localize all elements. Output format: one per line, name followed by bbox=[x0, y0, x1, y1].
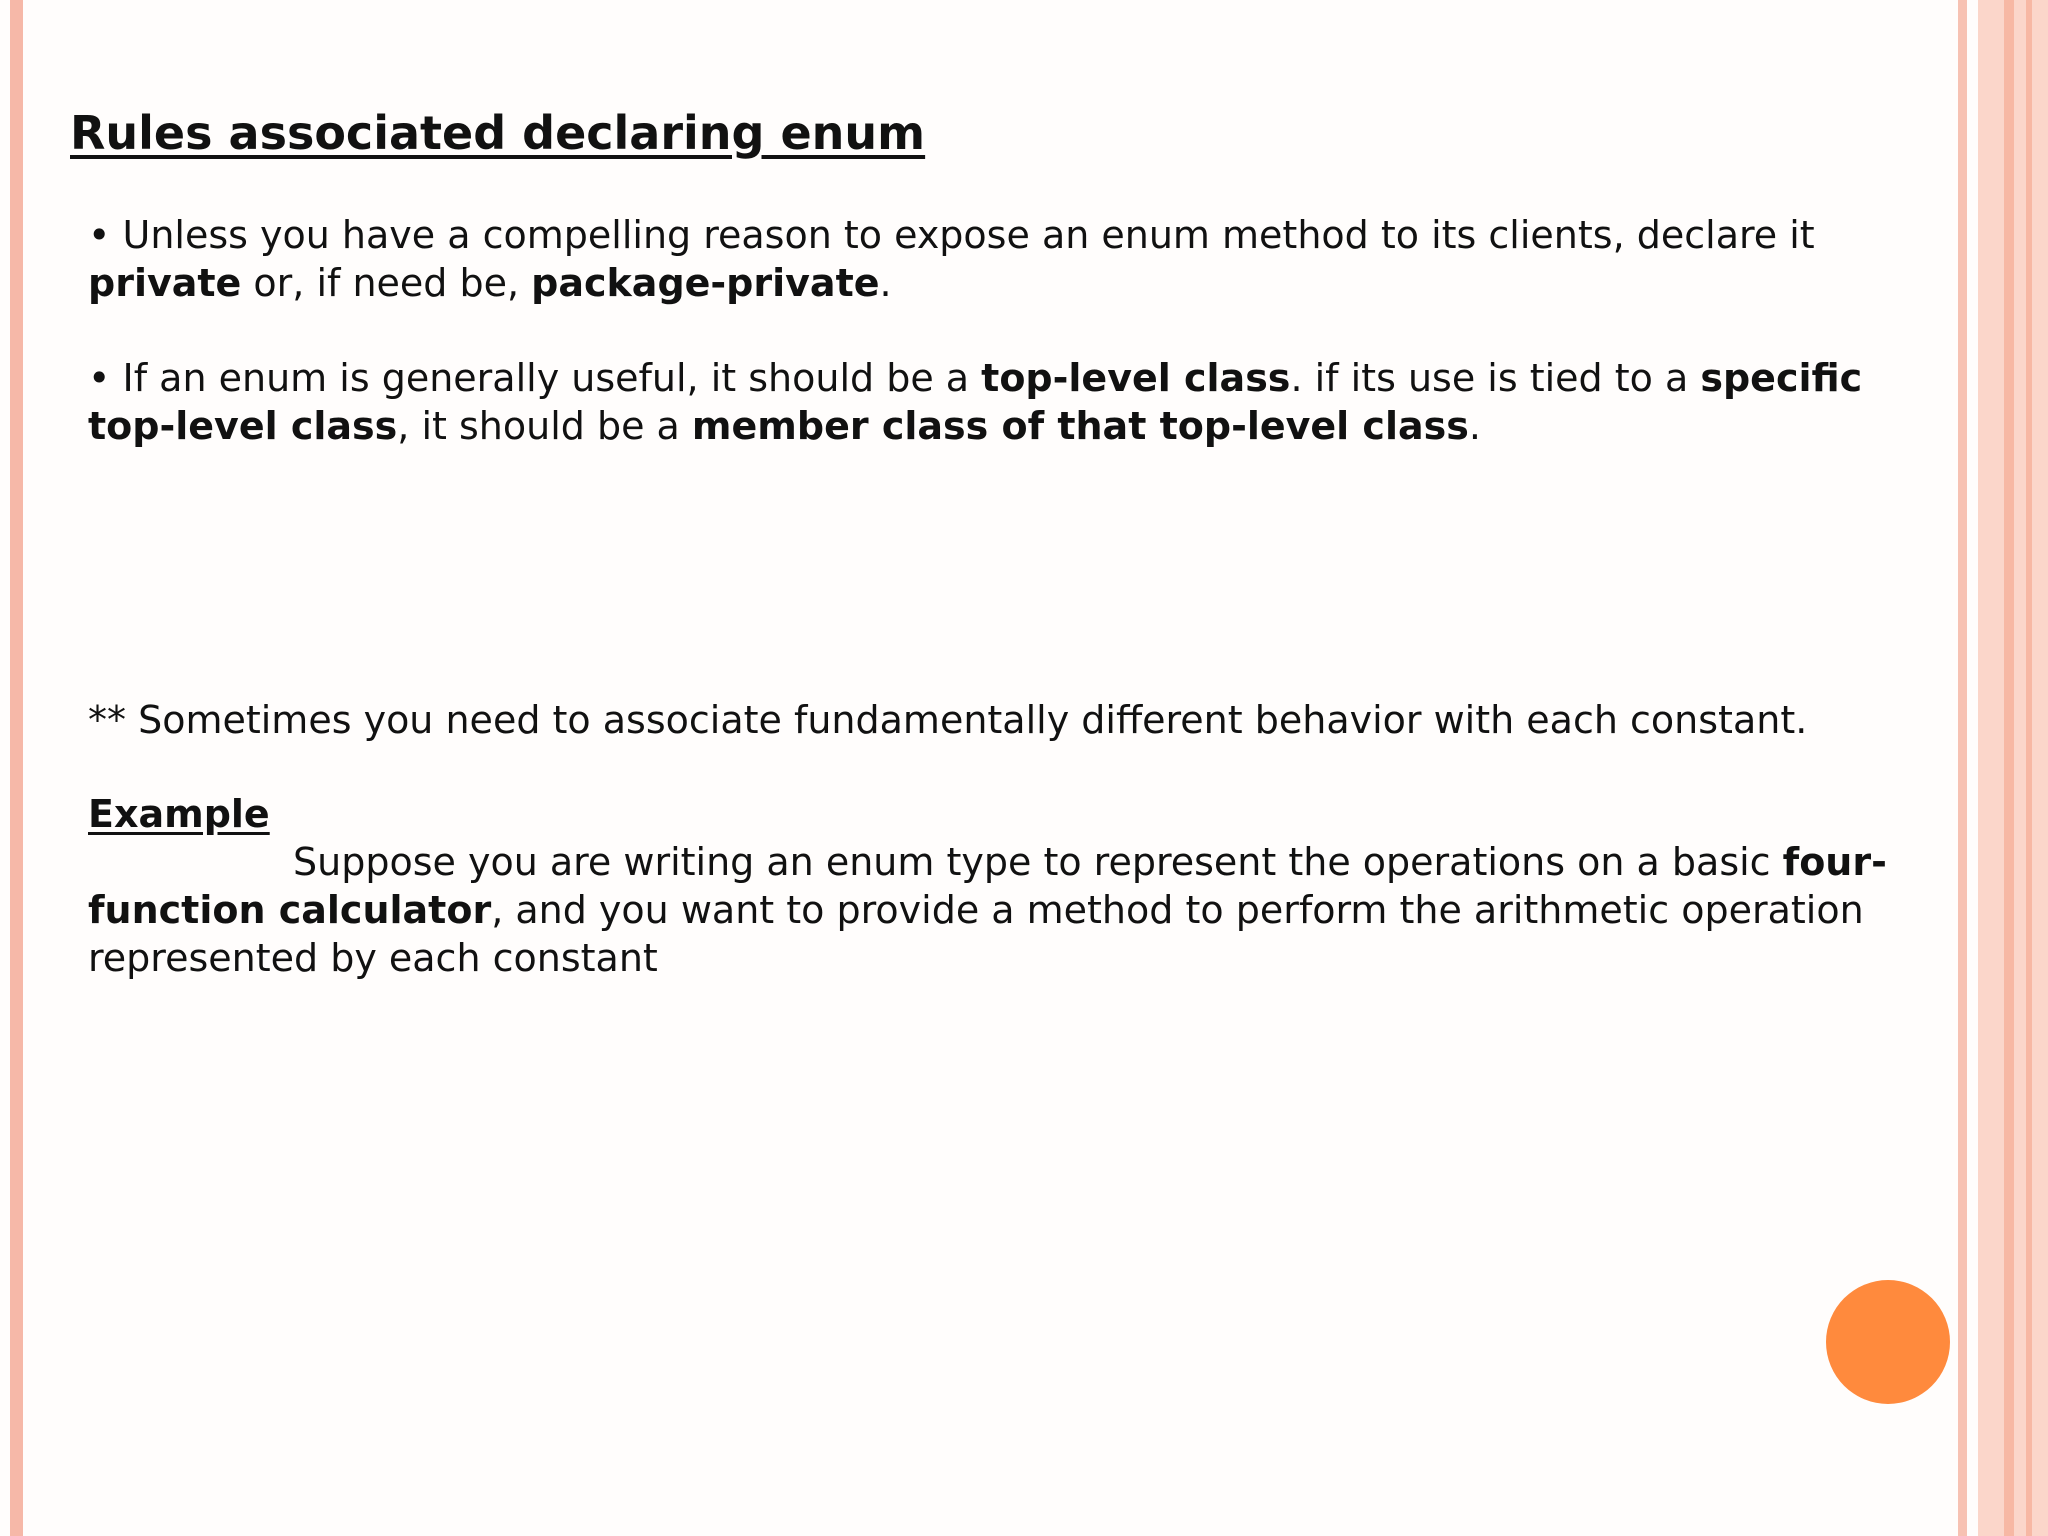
orange-circle-decoration bbox=[1826, 1280, 1950, 1404]
bullet2-text-1: If an enum is generally useful, it should be a bbox=[122, 356, 982, 400]
bullet-top-level-class bbox=[88, 354, 1948, 450]
example-text-2: , and you want to provide a method to perform the arithmetic operation represented by each constant bbox=[88, 888, 1864, 980]
bullet2-bold-top-level-class: top-level class bbox=[981, 356, 1291, 400]
example-bold-calculator: four-function calculator bbox=[88, 840, 1887, 932]
bullet1-text-2: or, if need be, bbox=[241, 261, 532, 305]
right-border-band-inner bbox=[1958, 0, 1967, 1536]
bullet-marker: • bbox=[88, 356, 111, 400]
example-heading: Example bbox=[88, 792, 270, 836]
bullet1-bold-private: private bbox=[88, 261, 242, 305]
note-behavior: ** Sometimes you need to associate fundamentally different behavior with each constant. bbox=[88, 698, 1808, 742]
bullet2-bold-member-class: member class of that top-level class bbox=[691, 404, 1469, 448]
slide-title: Rules associated declaring enum bbox=[70, 106, 926, 160]
bullet2-text-4: . bbox=[1468, 404, 1481, 448]
bullet-marker: • bbox=[88, 213, 111, 257]
right-border-stripe bbox=[2004, 0, 2014, 1536]
bullet1-text-3: . bbox=[879, 261, 892, 305]
left-border-band bbox=[10, 0, 23, 1536]
example-text-1: Suppose you are writing an enum type to represent the operations on a basic bbox=[293, 840, 1783, 884]
right-border-stripe-outer bbox=[2026, 0, 2032, 1536]
bullet2-text-3: , it should be a bbox=[397, 404, 692, 448]
bullet2-bold-specific-class: specific top-level class bbox=[88, 356, 1863, 448]
bullet1-bold-package-private: package-private bbox=[531, 261, 880, 305]
bullet2-text-2: . if its use is tied to a bbox=[1290, 356, 1701, 400]
bullet-private-methods bbox=[88, 211, 1948, 307]
example-text bbox=[88, 838, 1948, 982]
bullet1-text-1: Unless you have a compelling reason to expose an enum method to its clients, declare it bbox=[122, 213, 1815, 257]
